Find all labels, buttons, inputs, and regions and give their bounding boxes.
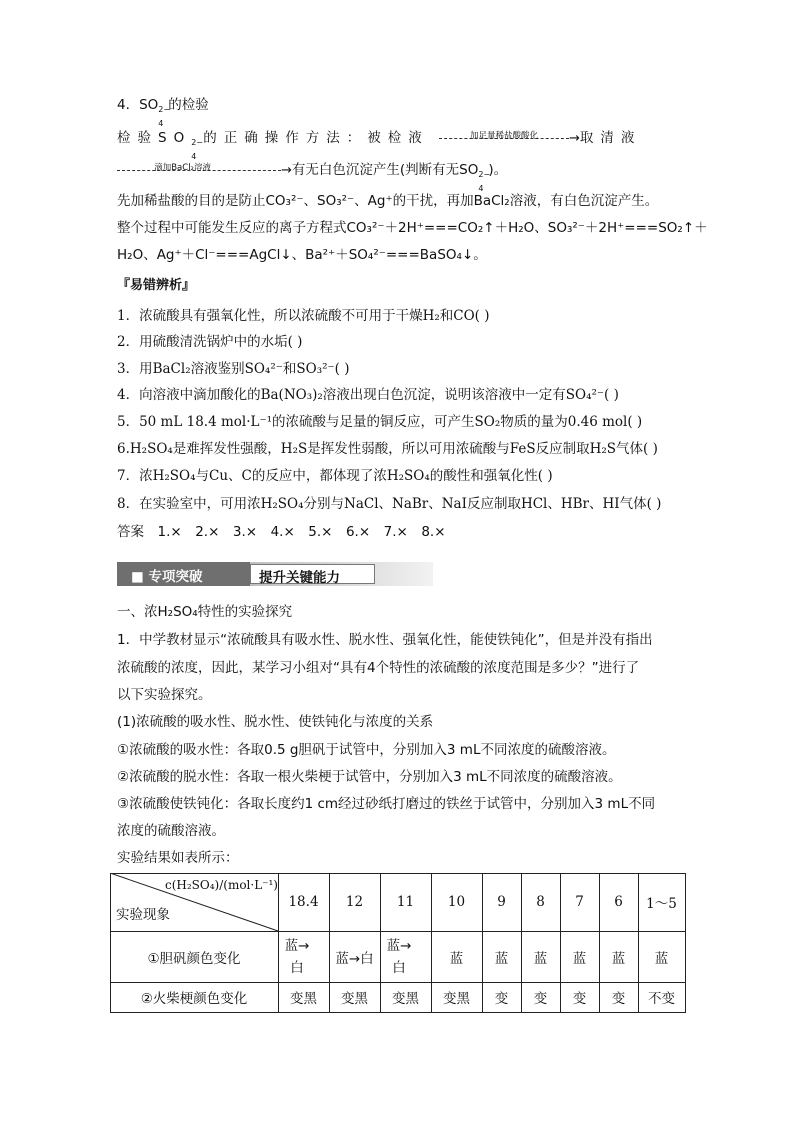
table-cell: 蓝 — [449, 950, 464, 967]
column-header: 18.4 — [288, 894, 319, 910]
ionic-equation-line-2: H₂O、Ag⁺＋Cl⁻===AgCl↓、Ba²⁺＋SO₄²⁻===BaSO₄↓。 — [117, 247, 487, 263]
error-item: 6.H₂SO₄是难挥发性强酸，H₂S是挥发性弱酸，所以可用浓硫酸与FeS反应制取H₂S气体( ) — [117, 441, 658, 457]
question-text: 浓硫酸的浓度，因此，某学习小组对“具有4个特性的浓硫酸的浓度范围是多少？”进行了 — [117, 660, 640, 676]
arrow2-label: 滴加BaCl₂溶液 — [154, 162, 211, 173]
results-table — [110, 873, 686, 1013]
error-item: 2．用硫酸清洗锅炉中的水垢( ) — [117, 334, 303, 350]
method-end-sub: 4 — [478, 184, 484, 193]
error-analysis-title: 『易错辨析』 — [117, 278, 196, 293]
reaction-arrow-1 — [439, 130, 569, 141]
question-text: 1．中学教材显示“浓硫酸具有吸水性、脱水性、强氧化性，能使铁钝化”，但是并没有指出 — [117, 632, 653, 648]
section-banner — [117, 562, 433, 586]
method-tail: 取清液 — [579, 130, 642, 146]
error-item: 8．在实验室中，可用浓H₂SO₄分别与NaCl、NaBr、NaI反应制取HCl、HBr、HI气体( ) — [117, 496, 662, 512]
arrow-head-icon: → — [281, 163, 292, 178]
experiment-text: ①浓硫酸的吸水性：各取0.5 g胆矾于试管中，分别加入3 mL不同浓度的硫酸溶液。 — [117, 742, 616, 758]
column-header: 11 — [396, 894, 415, 910]
method-end-close: )。 — [488, 162, 508, 178]
table-cell: 蓝→白 — [386, 937, 412, 976]
column-header: 1～5 — [646, 896, 677, 912]
table-cell: 蓝→白 — [284, 937, 310, 976]
method-end-sup: 2− — [478, 170, 491, 179]
corner-header-bottom: 实验现象 — [116, 907, 170, 923]
table-cell: 变黑 — [341, 991, 368, 1007]
column-header: 6 — [614, 894, 623, 910]
result-intro: 实验结果如表所示： — [117, 850, 239, 866]
table-cell: 蓝→白 — [335, 950, 374, 967]
part-heading: (1)浓硫酸的吸水性、脱水性、使铁钝化与浓度的关系 — [117, 714, 434, 730]
table-cell: 变黑 — [392, 991, 419, 1007]
corner-header-top: c(H₂SO₄)/(mol·L⁻¹) — [164, 878, 278, 892]
experiment-text: ②浓硫酸的脱水性：各取一根火柴梗于试管中，分别加入3 mL不同浓度的硫酸溶液。 — [117, 769, 622, 785]
method-line-2 — [117, 160, 508, 193]
heading-text: 4．SO — [117, 97, 159, 113]
arrow1-label: 加足量稀盐酸酸化 — [469, 130, 539, 141]
column-header: 8 — [536, 894, 545, 910]
table-cell: 蓝 — [611, 950, 626, 967]
table-cell: 蓝 — [533, 950, 548, 967]
method-sub: 4 — [191, 152, 197, 161]
ionic-equation-line-1: 整个过程中可能发生反应的离子方程式CO₃²⁻＋2H⁺===CO₂↑＋H₂O、SO₃²⁻＋2H⁺===SO₂↑＋ — [117, 220, 708, 236]
table-cell: 不变 — [648, 991, 675, 1007]
banner-right-label: 提升关键能力 — [259, 570, 340, 586]
table-cell: 变黑 — [443, 991, 470, 1007]
section4-heading — [117, 95, 209, 128]
row-label: ②火柴梗颜色变化 — [140, 991, 248, 1007]
purpose-line: 先加稀盐酸的目的是防止CO₃²⁻、SO₃²⁻、Ag⁺的干扰，再加BaCl₂溶液，有白色沉淀产生。 — [117, 193, 659, 209]
error-item: 4．向溶液中滴加酸化的Ba(NO₃)₂溶液出现白色沉淀，说明该溶液中一定有SO₄²⁻( ) — [117, 387, 619, 403]
table-cell: 变 — [572, 991, 587, 1007]
method-prefix: 检验SO — [117, 130, 192, 146]
error-item: 7．浓H₂SO₄与Cu、C的反应中，都体现了浓H₂SO₄的酸性和强氧化性( ) — [117, 468, 553, 484]
banner-left-label: ■ 专项突破 — [131, 569, 203, 585]
experiment-text: 浓度的硫酸溶液。 — [117, 823, 225, 839]
table-cell: 变 — [611, 991, 626, 1007]
method-sup: 2− — [191, 138, 203, 147]
error-item: 3．用BaCl₂溶液鉴别SO₄²⁻和SO₃²⁻( ) — [117, 361, 350, 377]
method-mid: 的正确操作方法：被检液 — [203, 130, 429, 146]
table-cell: 变 — [533, 991, 548, 1007]
question-text: 以下实验探究。 — [117, 687, 212, 703]
heading-rest: 的检验 — [168, 97, 209, 113]
method-line-1 — [117, 128, 642, 161]
column-header: 7 — [575, 894, 584, 910]
method-end: 有无白色沉淀产生(判断有无SO — [291, 162, 479, 178]
column-header: 12 — [345, 894, 364, 910]
answer-line: 答案 1.× 2.× 3.× 4.× 5.× 6.× 7.× 8.× — [117, 524, 446, 540]
row-label: ①胆矾颜色变化 — [147, 950, 241, 967]
error-item: 1．浓硫酸具有强氧化性，所以浓硫酸不可用于干燥H₂和CO( ) — [117, 308, 490, 324]
arrow-head-icon: → — [569, 131, 580, 146]
column-header: 9 — [497, 894, 506, 910]
table-cell: 蓝 — [572, 950, 587, 967]
table-cell: 变黑 — [290, 991, 317, 1007]
heading-sup: 2− — [158, 105, 171, 114]
error-item: 5．50 mL 18.4 mol·L⁻¹的浓硫酸与足量的铜反应，可产生SO₂物质的量为0.46 mol( ) — [117, 414, 643, 430]
table-cell: 蓝 — [654, 950, 669, 967]
section-one-title: 一、浓H₂SO₄特性的实验探究 — [117, 604, 293, 620]
column-header: 10 — [447, 894, 466, 910]
reaction-arrow-2 — [117, 162, 281, 173]
heading-sub: 4 — [158, 119, 164, 128]
table-cell: 变 — [494, 991, 509, 1007]
experiment-text: ③浓硫酸使铁钝化：各取长度约1 cm经过砂纸打磨过的铁丝于试管中，分别加入3 mL不同 — [117, 796, 656, 812]
table-cell: 蓝 — [494, 950, 509, 967]
